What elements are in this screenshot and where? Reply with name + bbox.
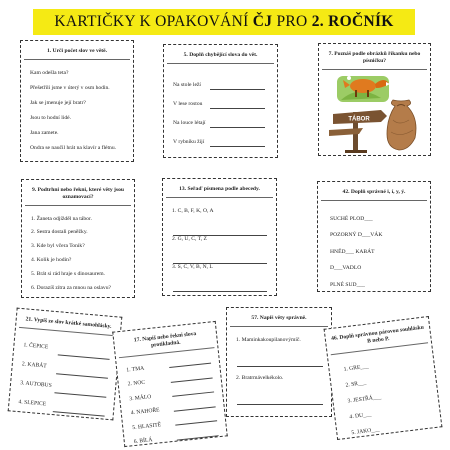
letters-row: 2. G, U, C, T, Z xyxy=(172,235,207,242)
card-5-fill-words xyxy=(163,44,278,158)
sentence: Jak se jmenuje její bratr? xyxy=(30,100,86,107)
card-42-iy xyxy=(317,181,431,292)
sentence: 1. Žaneta odjížděl na tábor. xyxy=(31,215,92,222)
card-21-short-vowels xyxy=(8,308,123,421)
sentence: Ondra se naučil hrát na klavír a flétnu. xyxy=(30,145,117,152)
card-46-b-or-p xyxy=(324,316,443,440)
answer-line[interactable] xyxy=(210,108,265,109)
exercise-item: SUCHÉ PLOD___ xyxy=(330,215,373,222)
title-banner xyxy=(33,9,415,35)
sentence: Na louce létají xyxy=(173,120,206,127)
card-17-opposites xyxy=(112,321,228,447)
sentence: Kam odešla teta? xyxy=(30,70,69,77)
answer-line[interactable] xyxy=(210,127,265,128)
word-item: 2. KABÁT xyxy=(21,361,47,370)
letters-row: 1. C, B, F, K, O, A xyxy=(172,207,214,214)
sentence: Jsou to hodní lidé. xyxy=(30,115,72,122)
answer-line[interactable] xyxy=(173,263,267,264)
sentence: Jana zamete. xyxy=(30,130,59,137)
signpost-icon xyxy=(329,110,387,153)
card-9-declarative xyxy=(21,179,135,298)
sentence: Přešetřili jsme v úterý v osm hodin. xyxy=(30,85,110,92)
sentence: 4. Kolik je hodin? xyxy=(31,256,72,263)
fox-icon xyxy=(337,76,390,102)
exercise-item: 4. DU___ xyxy=(349,411,372,420)
sentence: Na stole leží xyxy=(173,82,201,89)
card-57-correct-sentences xyxy=(226,307,332,417)
word-item: 3. AUTOBUS xyxy=(19,380,52,390)
sentence: 1. Maminkakoupilanovýmíč. xyxy=(236,336,301,343)
card-1-word-count xyxy=(20,40,134,162)
exercise-item: 2. SR___ xyxy=(345,379,367,389)
page-title: KARTIČKY K OPAKOVÁNÍ ČJ PRO 2. ROČNÍK xyxy=(54,13,394,30)
word-item: 5. HLASITĚ xyxy=(132,422,162,432)
sentence: 5. Brát si rád hraje s dinosaurem. xyxy=(31,270,105,277)
card-title: 9. Podtrhni nebo řekni, které věty jsou oznamovací? xyxy=(25,180,131,206)
answer-line[interactable] xyxy=(173,291,267,292)
exercise-item: HNĚD___ KABÁT xyxy=(330,248,375,255)
word-item: 4. NAHOŘE xyxy=(130,407,160,417)
sentence: 6. Dorazíš zítra za mnou na oslavu? xyxy=(31,284,111,291)
card-13-alphabet xyxy=(162,178,277,296)
exercise-item: 3. JESTŘÁ___ xyxy=(347,393,382,405)
rhyme-illustration xyxy=(319,70,430,155)
card-title: 46. Doplň správnou párovou souhlásku B nebo P. xyxy=(328,317,428,355)
word-item: 6. BÍLÁ xyxy=(133,437,153,446)
letters-row: 3. S, C, V, B, N, L xyxy=(172,263,213,270)
exercise-item: 5. JAKO___ xyxy=(351,426,380,436)
card-title: 21. Vypiš ze slov krátké samohlásky. xyxy=(19,309,118,336)
word-item: 4. SLEPICE xyxy=(18,399,47,408)
sack-icon xyxy=(387,100,416,150)
exercise-item: D___VADLO xyxy=(330,265,362,272)
card-title: 7. Poznáš podle obrázků říkanku nebo písničku? xyxy=(322,44,427,70)
exercise-item: PLNÉ SUD___ xyxy=(330,281,365,288)
sentence: 3. Kde byl včera Tonik? xyxy=(31,243,85,250)
card-title: 1. Urči počet slov ve větě. xyxy=(24,41,130,60)
word-item: 2. NOC xyxy=(127,379,146,388)
sentence: 2. Sestra dostali peněžky. xyxy=(31,229,88,236)
answer-line[interactable] xyxy=(237,366,323,367)
card-title: 17. Napiš nebo řekni slova protikladná. xyxy=(116,322,214,358)
answer-line[interactable] xyxy=(210,146,265,147)
card-title: 42. Doplň správné i, í, y, ý. xyxy=(321,182,427,201)
word-item: 1. TMA xyxy=(126,365,145,374)
answer-line[interactable] xyxy=(173,235,267,236)
card-title: 13. Seřaď písmena podle abecedy. xyxy=(166,179,273,198)
word-item: 3. MÁLO xyxy=(129,393,152,403)
exercise-item: POZORNÝ D___VÁK xyxy=(330,232,383,239)
card-7-picture-rhyme xyxy=(318,43,431,156)
sentence: 2. Bratrmávelkékolo. xyxy=(236,374,284,381)
card-title: 5. Doplň chybějící slova do vět. xyxy=(167,45,274,64)
signpost-label: TÁBOR xyxy=(348,116,370,123)
sentence: V rybníku žijí xyxy=(173,139,205,146)
answer-line[interactable] xyxy=(237,404,323,405)
word-item: 1. ČEPICE xyxy=(23,342,49,351)
sentence: V lese rostou xyxy=(173,101,203,108)
answer-line[interactable] xyxy=(210,89,265,90)
card-title: 57. Napiš věty správně. xyxy=(230,308,328,327)
exercise-item: 1. GRE___ xyxy=(343,363,370,373)
